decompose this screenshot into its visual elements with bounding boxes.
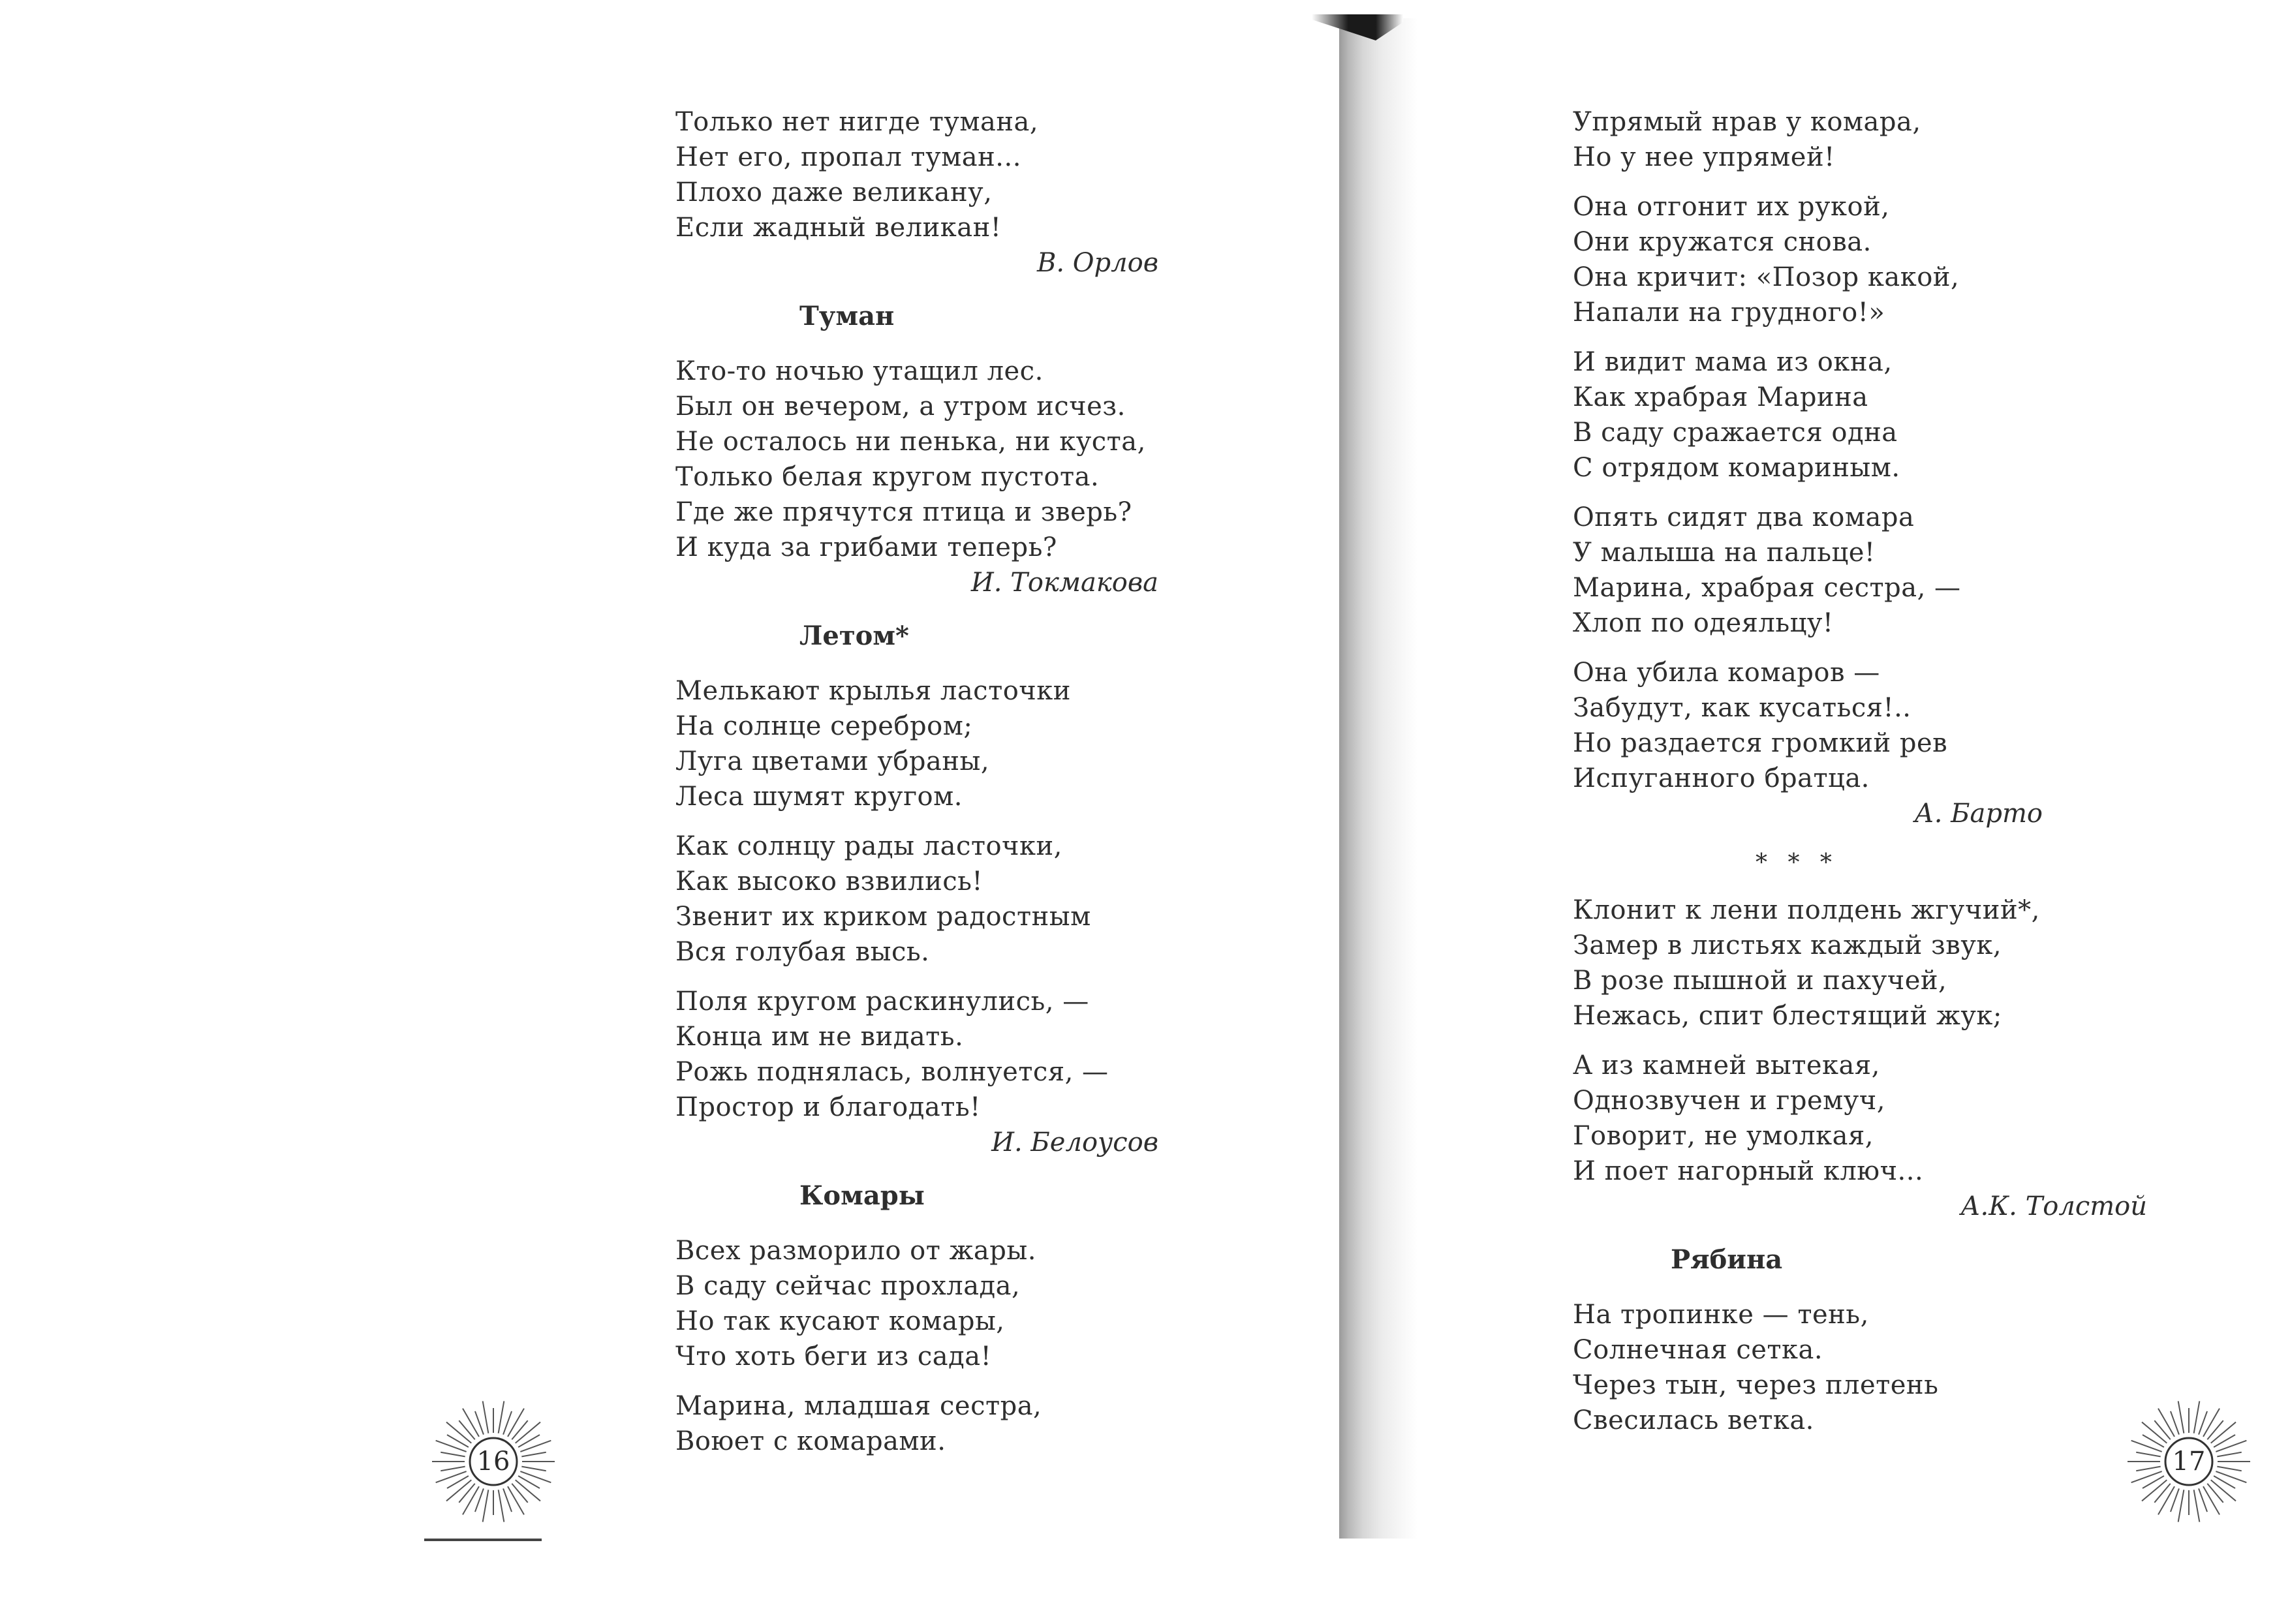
poem-line: Рожь поднялась, волнуется, — [675,1057,1109,1087]
poem-line: Плохо даже великану, [675,177,993,207]
stanza-gap [1573,485,2147,500]
poem-author: И. Белоусов [991,1127,1158,1157]
poem-stanza [675,829,1237,970]
poem-line: Солнечная сетка. [1573,1335,1823,1365]
stanza-gap [1573,1034,2147,1048]
poem-stanza [675,984,1237,1125]
poem-line: Клонит к лени полдень жгучий*, [1573,895,2040,925]
poem-line: Они кружатся снова. [1573,227,1872,257]
poem-line: Нежась, спит блестящий жук; [1573,1001,2002,1031]
book-gutter-shadow [1339,18,1417,1539]
poem-line: Где же прячутся птица и зверь? [675,497,1132,527]
poem-line: Через тын, через плетень [1573,1370,1939,1400]
poem-stanza [1573,655,2147,796]
poem-line: Мелькают крылья ласточки [675,676,1071,706]
poem-line: Испуганного братца. [1573,763,1870,793]
poem-line: Нет его, пропал туман... [675,142,1021,172]
poem-stanza [1573,104,2147,175]
poem-title: Комары [799,1180,925,1211]
poem-line: В саду сражается одна [1573,418,1898,448]
poem-line: Она отгонит их рукой, [1573,192,1890,222]
section-separator: * * * [1756,850,1838,876]
poem-line: Марина, храбрая сестра, — [1573,573,1961,603]
bottom-rule [424,1539,542,1541]
poem-line: Как храбрая Марина [1573,382,1868,412]
poem-stanza [1573,1297,2147,1438]
left-page-text [675,104,1237,1459]
poem-line: Забудут, как кусаться!.. [1573,693,1911,723]
poem-title: Туман [799,301,895,331]
poem-line: Луга цветами убраны, [675,746,990,776]
stanza-gap [1573,175,2147,189]
poem-stanza [675,1233,1237,1374]
page-number-left [428,1396,559,1527]
poem-line: Свесилась ветка. [1573,1405,1814,1435]
poem-line: Но у нее упрямей! [1573,142,1835,172]
stanza-gap [675,814,1237,829]
poem-line: И поет нагорный ключ... [1573,1156,1924,1186]
poem-line: Только белая кругом пустота. [675,462,1100,492]
poem-title: Летом* [799,620,909,651]
poem-author: В. Орлов [1036,248,1158,278]
poem-line: Упрямый нрав у комара, [1573,107,1921,137]
poem-stanza [1573,1048,2147,1189]
poem-line: У малыша на пальце! [1573,538,1876,568]
poem-line: Простор и благодать! [675,1092,981,1122]
poem-line: На солнце серебром; [675,711,973,741]
poem-line: Кто-то ночью утащил лес. [675,356,1044,386]
stanza-gap [1573,641,2147,655]
poem-line: Всех разморило от жары. [675,1236,1036,1266]
stanza-gap [1573,330,2147,345]
page-number-right [2124,1396,2254,1527]
poem-line: Марина, младшая сестра, [675,1391,1042,1421]
poem-line: На тропинке — тень, [1573,1300,1869,1330]
poem-line: Не осталось ни пенька, ни куста, [675,427,1146,457]
poem-author: И. Токмакова [970,568,1158,598]
poem-line: Только нет нигде тумана, [675,107,1039,137]
poem-stanza [1573,345,2147,485]
poem-line: Она кричит: «Позор какой, [1573,262,1960,292]
poem-line: Поля кругом раскинулись, — [675,987,1089,1017]
stanza-gap [675,1374,1237,1388]
poem-stanza [1573,893,2147,1034]
poem-stanza [1573,500,2147,641]
poem-line: И куда за грибами теперь? [675,532,1057,562]
poem-title: Рябина [1671,1244,1783,1275]
poem-stanza [675,354,1237,565]
poem-line: Конца им не видать. [675,1022,964,1052]
poem-line: Что хоть беги из сада! [675,1341,992,1371]
stanza-gap [675,970,1237,984]
poem-line: Замер в листьях каждый звук, [1573,930,2002,960]
poem-line: В саду сейчас прохлада, [675,1271,1021,1301]
poem-line: И видит мама из окна, [1573,347,1893,377]
poem-stanza [1573,189,2147,330]
poem-line: С отрядом комариным. [1573,453,1900,483]
poem-line: Но раздается громкий рев [1573,728,1948,758]
poem-line: Но так кусают комары, [675,1306,1005,1336]
poem-stanza [675,104,1237,245]
poem-line: Если жадный великан! [675,213,1002,243]
page-number-text: 17 [2172,1447,2206,1477]
right-page-text [1573,104,2147,1438]
poem-stanza [675,1388,1237,1459]
poem-line: Звенит их криком радостным [675,902,1091,932]
poem-line: Был он вечером, а утром исчез. [675,391,1126,421]
page-number-text: 16 [476,1447,510,1477]
poem-line: Напали на грудного!» [1573,298,1885,328]
poem-line: Она убила комаров — [1573,658,1880,688]
poem-line: Хлоп по одеяльцу! [1573,608,1834,638]
poem-line: А из камней вытекая, [1573,1050,1880,1080]
poem-line: Воюет с комарами. [675,1426,946,1456]
poem-line: Как высоко взвились! [675,866,983,896]
poem-stanza [675,673,1237,814]
poem-author: А. Барто [1914,799,2043,829]
poem-line: Опять сидят два комара [1573,502,1915,532]
poem-line: Леса шумят кругом. [675,782,963,812]
poem-author: А.К. Толстой [1960,1191,2147,1221]
poem-line: В розе пышной и пахучей, [1573,966,1947,996]
poem-line: Как солнцу рады ласточки, [675,831,1062,861]
poem-line: Говорит, не умолкая, [1573,1121,1874,1151]
poem-line: Вся голубая высь. [675,937,930,967]
poem-line: Однозвучен и гремуч, [1573,1086,1885,1116]
